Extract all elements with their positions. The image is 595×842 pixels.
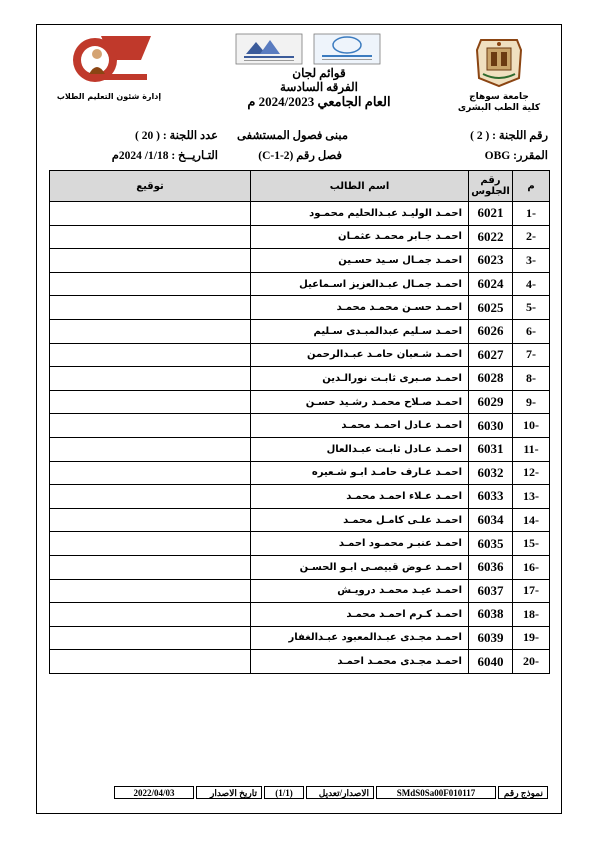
table-row: [50, 485, 550, 509]
student-name: احمـد عـادل احمـد محمـد: [251, 414, 469, 438]
seat-number: 6031: [469, 437, 513, 461]
table-row: [50, 390, 550, 414]
revision-label: الاصدار/تعديل: [306, 786, 374, 799]
row-number: -2: [513, 225, 550, 249]
title-line-3: العام الجامعي 2024/2023 م: [247, 94, 391, 109]
student-roster-table: [49, 170, 550, 674]
row-number: -19: [513, 626, 550, 650]
table-row: [50, 508, 550, 532]
student-name: احمـد عيـد محمـد درويـش: [251, 579, 469, 603]
header-number: م: [513, 171, 550, 202]
row-number: -16: [513, 555, 550, 579]
row-number: -12: [513, 461, 550, 485]
row-number: -7: [513, 343, 550, 367]
student-name: احمـد كـرم احمـد محمـد: [251, 603, 469, 627]
signature-cell[interactable]: [50, 367, 251, 391]
student-name: احمـد جـابر محمـد عثمـان: [251, 225, 469, 249]
committee-info: [50, 128, 548, 164]
row-number: -4: [513, 272, 550, 296]
seat-number: 6022: [469, 225, 513, 249]
signature-cell[interactable]: [50, 508, 251, 532]
table-row: [50, 202, 550, 226]
signature-cell[interactable]: [50, 555, 251, 579]
student-name: احمـد عنبـر محمـود احمـد: [251, 532, 469, 556]
student-name: احمـد صـبرى ثابـت نورالـدين: [251, 367, 469, 391]
signature-cell[interactable]: [50, 202, 251, 226]
seat-number: 6036: [469, 555, 513, 579]
signature-cell[interactable]: [50, 272, 251, 296]
table-row: [50, 296, 550, 320]
form-number-label: نموذج رقم: [498, 786, 548, 799]
department-block: [54, 30, 164, 101]
table-row: [50, 249, 550, 273]
signature-cell[interactable]: [50, 461, 251, 485]
row-number: -9: [513, 390, 550, 414]
table-row: [50, 603, 550, 627]
student-name: احمـد صـلاح محمـد رشـيد حسـن: [251, 390, 469, 414]
student-name: احمـد عـوض قبيصـى ابـو الحسـن: [251, 555, 469, 579]
student-affairs-logo-icon: [61, 30, 157, 86]
room-number: فصل رقم (C-1-2): [258, 150, 342, 162]
seat-number: 6025: [469, 296, 513, 320]
university-logo-icon: [471, 34, 527, 88]
document-titles: [234, 66, 404, 110]
subject: المقرر: OBG: [484, 150, 548, 162]
header-signature: توقيع: [50, 171, 251, 202]
faculty-name: كلية الطب البشرى: [457, 103, 541, 113]
student-name: احمـد عـارف حامـد ابـو شـعيره: [251, 461, 469, 485]
row-number: -20: [513, 650, 550, 674]
seat-number: 6021: [469, 202, 513, 226]
student-name: احمـد عـلاء احمـد محمـد: [251, 485, 469, 509]
table-row: [50, 555, 550, 579]
issue-date: 2022/04/03: [114, 786, 194, 799]
signature-cell[interactable]: [50, 414, 251, 438]
header-student-name: اسم الطالب: [251, 171, 469, 202]
seat-number: 6027: [469, 343, 513, 367]
seat-number: 6035: [469, 532, 513, 556]
signature-cell[interactable]: [50, 437, 251, 461]
row-number: -6: [513, 319, 550, 343]
university-name: جامعة سوهاج: [469, 92, 529, 102]
exam-date: التـاريــخ : 1/18/ 2024م: [111, 150, 218, 162]
signature-cell[interactable]: [50, 532, 251, 556]
seat-number: 6028: [469, 367, 513, 391]
signature-cell[interactable]: [50, 485, 251, 509]
university-block: [444, 30, 554, 114]
student-name: احمـد سـليم عبدالمبـدى سـليم: [251, 319, 469, 343]
roster-body: [50, 202, 550, 674]
table-row: [50, 461, 550, 485]
form-code: SMdS0Sa00F010117: [376, 786, 496, 799]
table-row: [50, 626, 550, 650]
seat-number: 6033: [469, 485, 513, 509]
header-seat-number: رقم الجلوس: [469, 171, 513, 202]
signature-cell[interactable]: [50, 249, 251, 273]
seat-number: 6032: [469, 461, 513, 485]
table-row: [50, 343, 550, 367]
seat-number: 6030: [469, 414, 513, 438]
student-name: احمـد حسـن محمـد محمـد: [251, 296, 469, 320]
row-number: -13: [513, 485, 550, 509]
table-row: [50, 532, 550, 556]
building-name: مبنى فصول المستشفى: [237, 130, 348, 142]
row-number: -5: [513, 296, 550, 320]
signature-cell[interactable]: [50, 603, 251, 627]
signature-cell[interactable]: [50, 650, 251, 674]
seat-number: 6038: [469, 603, 513, 627]
student-name: احمـد الوليـد عبـدالحليم محمـود: [251, 202, 469, 226]
document-footer: [50, 786, 548, 800]
row-number: -10: [513, 414, 550, 438]
table-row: [50, 225, 550, 249]
signature-cell[interactable]: [50, 626, 251, 650]
row-number: -17: [513, 579, 550, 603]
student-name: احمـد عـادل ثابـت عبـدالعال: [251, 437, 469, 461]
title-line-1: قوائم لجان: [292, 66, 346, 80]
table-row: [50, 319, 550, 343]
signature-cell[interactable]: [50, 390, 251, 414]
seat-number: 6040: [469, 650, 513, 674]
issue-date-label: تاريخ الاصدار: [196, 786, 262, 799]
row-number: -15: [513, 532, 550, 556]
seat-number: 6029: [469, 390, 513, 414]
table-row: [50, 367, 550, 391]
seat-number: 6039: [469, 626, 513, 650]
seat-number: 6024: [469, 272, 513, 296]
table-row: [50, 579, 550, 603]
seat-number: 6037: [469, 579, 513, 603]
seat-number: 6026: [469, 319, 513, 343]
department-name: إدارة شئون التعليم الطلاب: [56, 92, 162, 101]
student-name: احمـد شـعبان حامـد عبـدالرحمن: [251, 343, 469, 367]
revision-value: (1/1): [264, 786, 304, 799]
row-number: -18: [513, 603, 550, 627]
table-row: [50, 414, 550, 438]
signature-cell[interactable]: [50, 343, 251, 367]
signature-cell[interactable]: [50, 225, 251, 249]
committee-count: عدد اللجنة : ( 20 ): [135, 130, 218, 142]
row-number: -11: [513, 437, 550, 461]
student-name: احمـد علـى كامـل محمـد: [251, 508, 469, 532]
table-row: [50, 272, 550, 296]
table-row: [50, 650, 550, 674]
table-header-row: [50, 171, 550, 202]
table-row: [50, 437, 550, 461]
certification-logos-icon: [234, 32, 384, 66]
title-line-2: الفرقه السادسة: [279, 80, 359, 94]
row-number: -1: [513, 202, 550, 226]
seat-number: 6023: [469, 249, 513, 273]
student-name: احمـد جمـال سـيد حسـين: [251, 249, 469, 273]
signature-cell[interactable]: [50, 579, 251, 603]
committee-number: رقم اللجنة : ( 2 ): [470, 130, 548, 142]
student-name: احمـد مجـدى عبـدالمعبود عبـدالغفار: [251, 626, 469, 650]
document-header: [44, 30, 554, 112]
row-number: -14: [513, 508, 550, 532]
student-name: احمـد جمـال عبـدالعزيز اسـماعيل: [251, 272, 469, 296]
student-name: احمـد مجـدى محمـد احمـد: [251, 650, 469, 674]
signature-cell[interactable]: [50, 296, 251, 320]
seat-number: 6034: [469, 508, 513, 532]
signature-cell[interactable]: [50, 319, 251, 343]
row-number: -3: [513, 249, 550, 273]
row-number: -8: [513, 367, 550, 391]
